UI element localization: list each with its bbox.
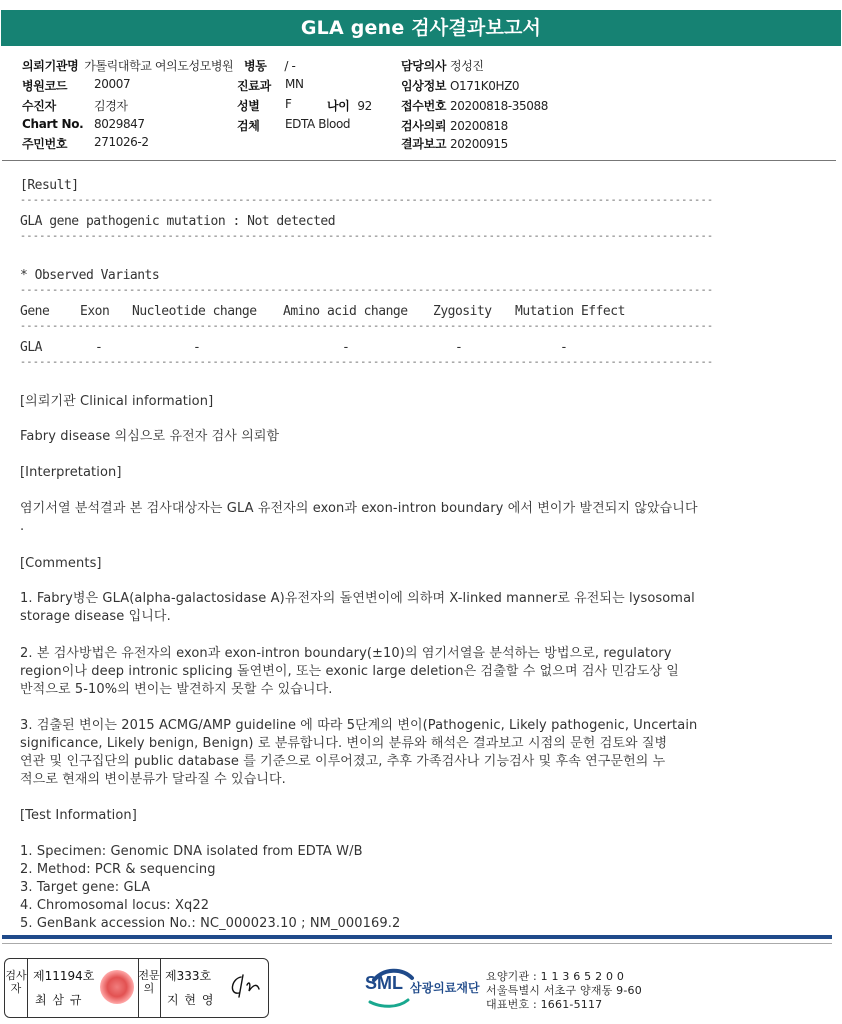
sex-value: F (285, 97, 292, 111)
logo-org-name: 삼광의료재단 (410, 981, 480, 995)
variant-cell-nucleotide: - (193, 340, 201, 355)
examiner-name: 최 삼 규 (35, 993, 83, 1007)
rrn-label: 주민번호 (22, 137, 68, 151)
address: 서울특별시 서초구 양재동 9-60 (486, 984, 642, 997)
ward-field (244, 57, 295, 74)
hospital-code-value: 20007 (94, 77, 131, 91)
report-date-value: 20200915 (450, 137, 508, 151)
clinical-info-label: 임상정보 (401, 79, 447, 93)
footer-divider-thin (2, 943, 832, 944)
patient-value: 김경자 (94, 99, 128, 113)
variant-col-amino-acid: Amino acid change (283, 304, 408, 319)
specimen-value: EDTA Blood (285, 117, 351, 131)
dept-field (237, 77, 304, 94)
requester-label: 의뢰기관명 (22, 59, 79, 73)
sml-logo (365, 966, 480, 1014)
variant-cell-gene: GLA (20, 340, 42, 355)
specialist-name: 지 현 영 (167, 993, 215, 1007)
receipt-label: 접수번호 (401, 99, 447, 113)
dashed-rule: ------------------------------------------------------------------------------------------------------------ (20, 321, 714, 332)
specialist-label: 전문의 (138, 969, 160, 995)
receipt-value: 20200818-35088 (450, 99, 548, 113)
rrn-value: 271026-2 (94, 135, 149, 149)
result-line: GLA gene pathogenic mutation : Not detected (20, 214, 336, 229)
sex-field (237, 97, 292, 114)
divider (27, 959, 28, 1017)
requester-value: 가톨릭대학교 여의도성모병원 (84, 59, 234, 73)
header-divider (2, 160, 836, 161)
clinical-info-field (401, 77, 519, 94)
doctor-field (401, 57, 484, 74)
age-label: 나이 (327, 99, 350, 113)
test-info-item: 2. Method: PCR & sequencing (20, 862, 216, 877)
footer-divider (2, 935, 832, 939)
request-date-field (401, 117, 508, 134)
patient-field (22, 97, 128, 114)
clinical-info-text: Fabry disease 의심으로 유전자 검사 의뢰함 (20, 429, 280, 444)
comments-heading: [Comments] (20, 556, 102, 571)
test-info-item: 5. GenBank accession No.: NC_000023.10 ; NM_000169.2 (20, 916, 401, 931)
dashed-rule: ------------------------------------------------------------------------------------------------------------ (20, 357, 714, 368)
examiner-seal (100, 970, 134, 1004)
signature-icon (227, 971, 263, 1001)
variant-col-zygosity: Zygosity (433, 304, 492, 319)
hospital-code-field (22, 77, 131, 94)
interpretation-text: 염기서열 분석결과 본 검사대상자는 GLA 유전자의 exon과 exon-intron boundary 에서 변이가 발견되지 않았습니다 . (20, 501, 698, 534)
variant-col-gene: Gene (20, 304, 50, 319)
sex-label: 성별 (237, 99, 260, 113)
doctor-value: 정성진 (450, 59, 484, 73)
clinical-info-value: O171K0HZ0 (450, 79, 520, 93)
chart-label: Chart No. (22, 117, 84, 131)
interpretation-heading: [Interpretation] (20, 465, 122, 480)
variant-cell-effect: - (560, 340, 568, 355)
observed-variants-heading: * Observed Variants (20, 268, 160, 283)
examiner-label: 검사자 (5, 969, 27, 995)
chart-value: 8029847 (94, 117, 145, 131)
test-info-heading: [Test Information] (20, 808, 137, 823)
report-title: GLA gene 검사결과보고서 (1, 10, 841, 46)
logo-text: SML (365, 973, 403, 993)
dept-value: MN (285, 77, 304, 91)
phone: 대표번호 : 1661-5117 (486, 998, 603, 1011)
age-field (327, 97, 372, 114)
dashed-rule: ------------------------------------------------------------------------------------------------------------ (20, 285, 714, 296)
request-date-value: 20200818 (450, 119, 508, 133)
variant-cell-zygosity: - (455, 340, 463, 355)
ward-label: 병동 (244, 59, 267, 73)
requester-field (22, 57, 233, 74)
rrn-field (22, 135, 149, 152)
comment-3: 3. 검출된 변이는 2015 ACMG/AMP guideline 에 따라 5단계의 변이(Pathogenic, Likely pathogenic, Uncertain significance, Likely benign, Benign) 로 분류합니다. 변이의 분류와 해석은 결과보고 시점의 문헌 검토와 질병 연관 및 인구집단의 public database 를 기준으로 이루어졌고, 추후 가족검사나 기능검사 및 후속 연구문헌의 누 적으로 현재의 변이분류가 달라질 수 있습니다. (20, 718, 698, 787)
comment-2: 2. 본 검사방법은 유전자의 exon과 exon-intron boundary(±10)의 염기서열을 분석하는 방법으로, regulatory region이나 deep intronic splicing 돌연변이, 또는 exonic large deletion은 검출할 수 없으며 검사 민감도상 일 반적으로 5-10%의 변이는 발견하지 못할 수 있습니다. (20, 646, 679, 697)
report-date-label: 결과보고 (401, 137, 447, 151)
clinical-info-heading: [의뢰기관 Clinical information] (20, 394, 214, 409)
specialist-license: 제333호 (165, 969, 212, 983)
test-info-item: 4. Chromosomal locus: Xq22 (20, 898, 210, 913)
signature-box (4, 958, 269, 1018)
variant-col-nucleotide: Nucleotide change (132, 304, 257, 319)
chart-field (22, 117, 145, 131)
request-date-label: 검사의뢰 (401, 119, 447, 133)
specimen-label: 검체 (237, 119, 260, 133)
test-info-item: 1. Specimen: Genomic DNA isolated from EDTA W/B (20, 844, 363, 859)
comment-1: 1. Fabry병은 GLA(alpha-galactosidase A)유전자의 돌연변이에 의하며 X-linked manner로 유전되는 lysosomal storage disease 입니다. (20, 591, 695, 624)
report-date-field (401, 135, 508, 152)
receipt-field (401, 97, 548, 114)
variant-col-exon: Exon (80, 304, 110, 319)
specimen-field (237, 117, 351, 134)
hospital-code-label: 병원코드 (22, 79, 68, 93)
test-info-item: 3. Target gene: GLA (20, 880, 151, 895)
result-heading: [Result] (20, 178, 79, 193)
dashed-rule: ------------------------------------------------------------------------------------------------------------ (20, 231, 714, 242)
age-value: 92 (357, 99, 372, 113)
variant-cell-amino-acid: - (342, 340, 350, 355)
dept-label: 진료과 (237, 79, 271, 93)
doctor-label: 담당의사 (401, 59, 447, 73)
examiner-license: 제11194호 (33, 969, 95, 983)
patient-label: 수진자 (22, 99, 56, 113)
variant-col-effect: Mutation Effect (515, 304, 625, 319)
variant-cell-exon: - (95, 340, 103, 355)
divider (160, 959, 161, 1017)
ward-value: / - (284, 59, 296, 73)
dashed-rule: ------------------------------------------------------------------------------------------------------------ (20, 195, 714, 206)
institution-number: 요양기관 : 1 1 3 6 5 2 0 0 (486, 970, 625, 983)
